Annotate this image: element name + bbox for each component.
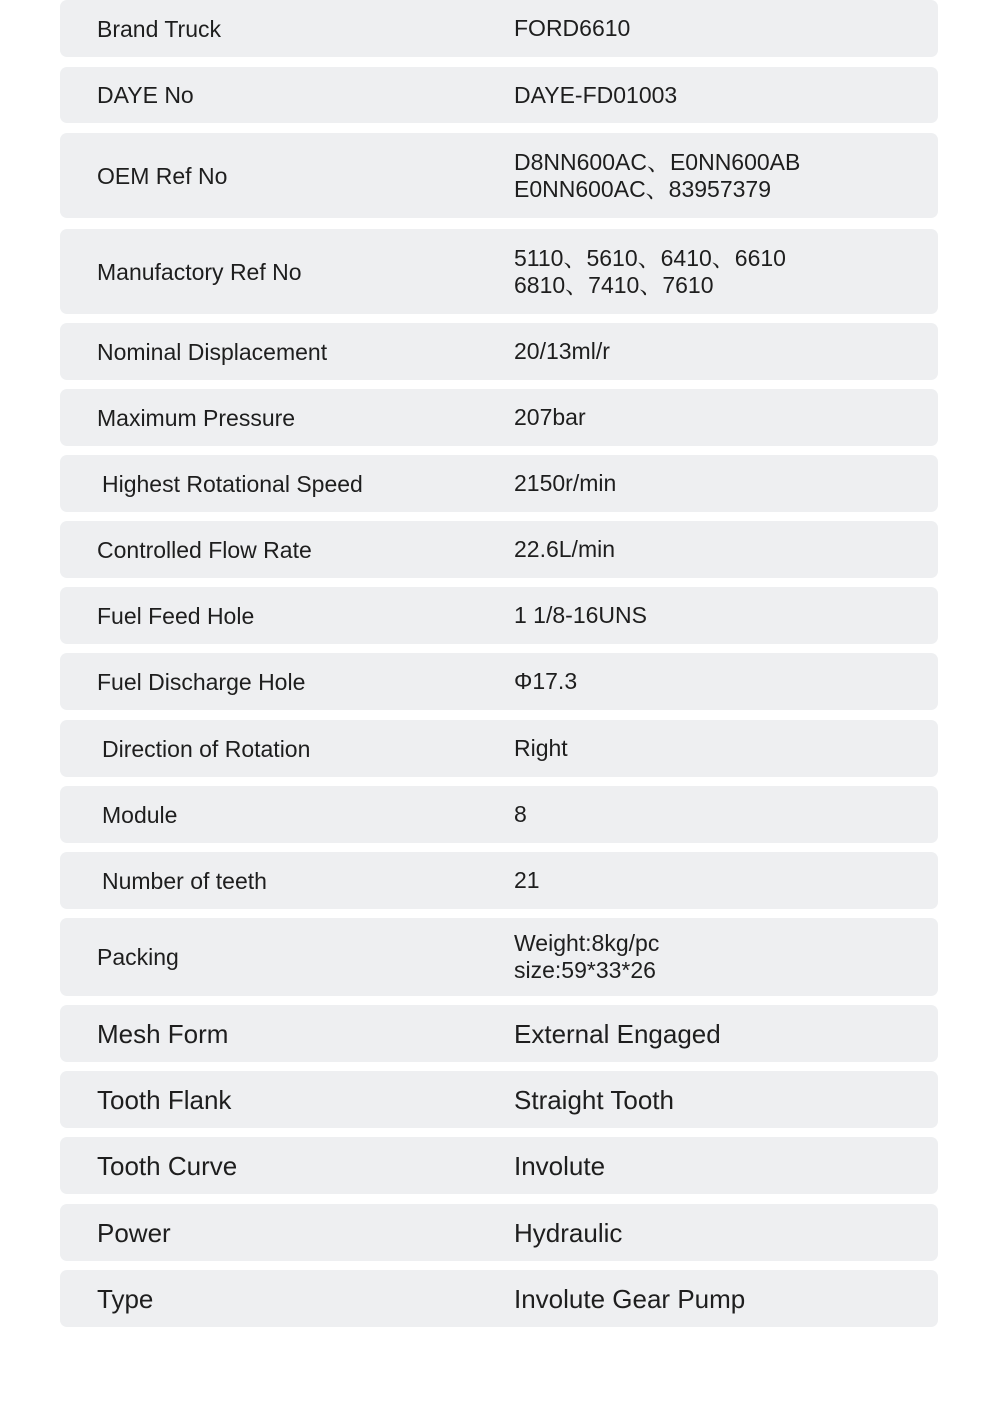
spec-value: 8 [514, 801, 527, 827]
spec-label: Fuel Feed Hole [97, 602, 255, 629]
spec-value: 20/13ml/r [514, 338, 610, 364]
spec-label: Highest Rotational Speed [102, 470, 363, 497]
spec-row-packing [60, 918, 938, 996]
spec-row-nominal-displacement [60, 323, 938, 380]
spec-value: 21 [514, 867, 540, 893]
spec-label: Module [102, 801, 178, 828]
spec-row-direction-of-rotation [60, 720, 938, 777]
spec-row-mesh-form [60, 1005, 938, 1062]
spec-label: Packing [97, 944, 179, 970]
spec-row-type [60, 1270, 938, 1327]
spec-value: D8NN600AC、E0NN600AB E0NN600AC、83957379 [514, 148, 801, 202]
spec-label: Tooth Curve [97, 1150, 238, 1181]
spec-label: Controlled Flow Rate [97, 536, 312, 563]
spec-value: 1 1/8-16UNS [514, 602, 647, 628]
spec-row-number-of-teeth [60, 852, 938, 909]
spec-value: 5110、5610、6410、6610 6810、7410、7610 [514, 244, 786, 298]
spec-value: Weight:8kg/pc size:59*33*26 [514, 930, 660, 983]
spec-value: Right [514, 735, 568, 761]
spec-value: FORD6610 [514, 15, 631, 41]
spec-value: 2150r/min [514, 470, 617, 496]
spec-label: Maximum Pressure [97, 404, 296, 431]
spec-label: Brand Truck [97, 15, 221, 42]
spec-row-manufactory-ref-no [60, 229, 938, 314]
spec-value: DAYE-FD01003 [514, 81, 678, 108]
spec-row-highest-rotational-speed [60, 455, 938, 512]
spec-value: 22.6L/min [514, 536, 616, 562]
spec-value: Involute [514, 1150, 606, 1181]
spec-label: Number of teeth [102, 867, 267, 894]
spec-row-controlled-flow-rate [60, 521, 938, 578]
spec-value: Hydraulic [514, 1217, 623, 1248]
spec-row-module [60, 786, 938, 843]
spec-value: Straight Tooth [514, 1084, 674, 1115]
spec-row-maximum-pressure [60, 389, 938, 446]
spec-row-oem-ref-no [60, 133, 938, 218]
spec-label: Tooth Flank [97, 1084, 232, 1115]
spec-value: Φ17.3 [514, 668, 578, 694]
spec-label: Fuel Discharge Hole [97, 668, 306, 695]
spec-row-fuel-feed-hole [60, 587, 938, 644]
spec-value: External Engaged [514, 1018, 721, 1049]
spec-label: Type [97, 1283, 154, 1314]
spec-row-power [60, 1204, 938, 1261]
spec-label: Power [97, 1217, 171, 1248]
spec-label: Nominal Displacement [97, 338, 328, 365]
spec-label: Mesh Form [97, 1018, 229, 1049]
spec-row-fuel-discharge-hole [60, 653, 938, 710]
spec-label: DAYE No [97, 82, 194, 108]
spec-label: Direction of Rotation [102, 735, 311, 762]
spec-value: 207bar [514, 404, 586, 430]
spec-label: OEM Ref No [97, 162, 228, 189]
spec-row-daye-no [60, 67, 938, 123]
spec-row-brand-truck [60, 0, 938, 57]
spec-label: Manufactory Ref No [97, 258, 302, 285]
spec-row-tooth-flank [60, 1071, 938, 1128]
spec-row-tooth-curve [60, 1137, 938, 1194]
spec-value: Involute Gear Pump [514, 1283, 746, 1314]
